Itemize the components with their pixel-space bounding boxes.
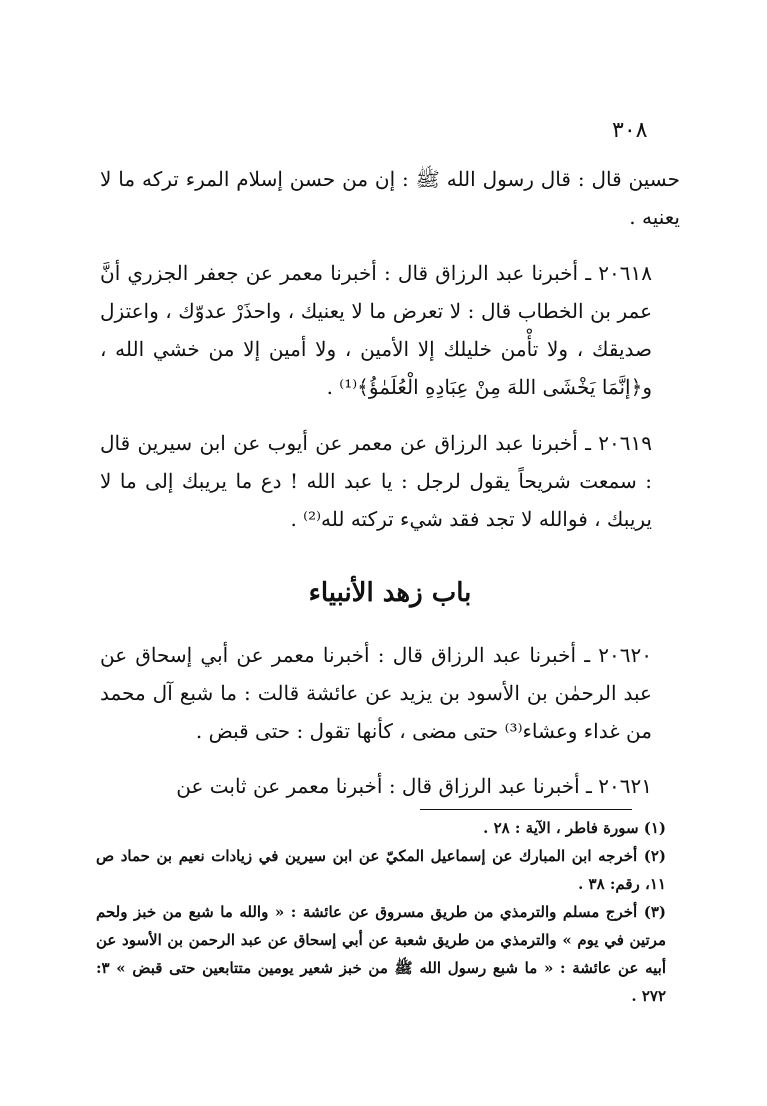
paragraph-text: ٢٠٦١٩ ـ أخبرنا عبد الرزاق عن معمر عن أيوب عن ابن سيرين قال : سمعت شريحاً يقول لرجل : يا عبد الله ! دع ما يريبك إلى ما لا يريبك ، فوالله لا تجد فقد شيء تركته لله⁽²⁾ .: [100, 431, 652, 531]
footnotes: [96, 814, 686, 1010]
hadith-20619: [100, 424, 680, 554]
paragraph-text: ٢٠٦٢١ ـ أخبرنا عبد الرزاق قال : أخبرنا معمر عن ثابت عن: [176, 774, 652, 798]
footnote-2: (٢) أخرجه ابن المبارك عن إسماعيل المكيّ عن ابن سيرين في زيادات نعيم بن حماد ص ١١، رقم: ٣٨ .: [96, 847, 666, 893]
paragraph-continuation: [100, 160, 680, 252]
paragraph-text: ٢٠٦١٨ ـ أخبرنا عبد الرزاق قال : أخبرنا معمر عن جعفر الجزري أنَّ عمر بن الخطاب قال : لا تعرض ما لا يعنيك ، واحذَرْ عدوّك ، واعتزل صديقك ، ولا تأْمن خليلك إلا الأمين ، ولا أمين إلا من خشي الله ، و﴿إنَّمَا يَخْشَى اللهَ مِنْ عِبَادِهِ الْعُلَمٰؤُ﴾⁽¹⁾ .: [100, 261, 652, 399]
hadith-20618: [100, 254, 680, 422]
hadith-20620: [100, 636, 680, 766]
page-number: ٣٠٨: [612, 118, 648, 143]
footnote-1: (١) سورة فاطر ، الآية : ٢٨ .: [483, 819, 666, 837]
paragraph-text: حسين قال : قال رسول الله ﷺ : إن من حسن إسلام المرء تركه ما لا يعنيه .: [100, 167, 680, 229]
footnote-divider: [420, 809, 632, 810]
footnote-3: (٣) أخرج مسلم والترمذي من طريق مسروق عن عائشة : « والله ما شبع من خبز ولحم مرتين في يوم » والترمذي من طريق شعبة عن أبي إسحاق عن عبد الرحمن بن الأسود عن أبيه عن عائشة : « ما شبع رسول الله ﷺ من خبز شعير يومين متتابعين حتى قبض » ٣: ٢٧٢ .: [96, 903, 666, 1005]
paragraph-text: ٢٠٦٢٠ ـ أخبرنا عبد الرزاق قال : أخبرنا معمر عن أبي إسحاق عن عبد الرحمٰن بن الأسود بن يزيد عن عائشة قالت : ما شبع آل محمد من غداء وعشاء⁽³⁾ حتى مضى ، كأنها تقول : حتى قبض .: [100, 643, 652, 743]
chapter-title: باب زهد الأنبياء: [308, 578, 472, 608]
hadith-20621: [100, 767, 680, 821]
